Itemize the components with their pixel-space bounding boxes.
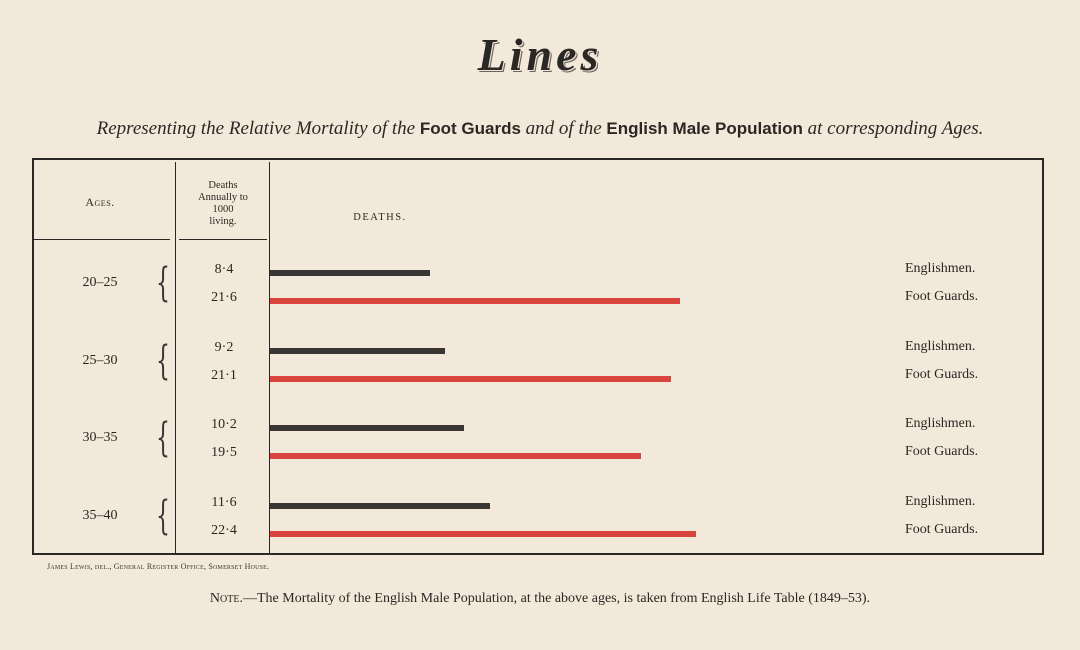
- header-rule-values: [179, 239, 267, 240]
- foot-guards-bar-3: [270, 531, 696, 537]
- englishmen-label-0: Englishmen.: [905, 261, 976, 276]
- brace-icon: {: [155, 415, 170, 461]
- foot-guards-label-2: Foot Guards.: [905, 444, 979, 459]
- englishmen-bar-0: [270, 270, 430, 276]
- header-deaths-annually: [180, 180, 266, 228]
- column-divider-ages: [175, 162, 176, 554]
- header-deaths-line-4: living.: [209, 216, 237, 227]
- englishmen-bar-2: [270, 425, 464, 431]
- header-deaths-line-1: Deaths: [208, 180, 238, 191]
- header-deaths-line-2: Annually to: [198, 192, 248, 203]
- foot-guards-bar-0: [270, 298, 680, 304]
- foot-guards-label-0: Foot Guards.: [905, 289, 979, 304]
- subtitle-foot-guards: Foot Guards: [419, 119, 521, 138]
- column-divider-deaths: [269, 162, 270, 554]
- header-rule-ages: [34, 239, 170, 240]
- englishmen-label-2: Englishmen.: [905, 416, 976, 431]
- footnote-text: —The Mortality of the English Male Population, at the above ages, is taken from English Life Table (1849–53).: [242, 591, 871, 606]
- age-label-2: 30–35: [82, 430, 118, 445]
- foot-guards-value-1: 21·1: [211, 367, 237, 383]
- credit-line: James Lewis, del., General Register Office, Somerset House.: [47, 562, 270, 571]
- englishmen-label-3: Englishmen.: [905, 493, 976, 509]
- chart-title: Lines: [477, 29, 603, 80]
- englishmen-value-3: 11·6: [211, 494, 237, 510]
- foot-guards-bar-2: [270, 453, 641, 459]
- footnote-label: Note.: [209, 591, 243, 606]
- age-label-1: 25–30: [82, 352, 118, 368]
- englishmen-bar-3: [270, 503, 490, 509]
- header-ages: Ages.: [85, 195, 115, 209]
- subtitle-english-male: English Male Population: [606, 119, 803, 138]
- header-deaths-line-3: 1000: [212, 204, 234, 215]
- foot-guards-value-2: 19·5: [211, 445, 237, 460]
- foot-guards-label-3: Foot Guards.: [905, 521, 979, 537]
- brace-icon: {: [155, 492, 170, 539]
- englishmen-label-1: Englishmen.: [905, 338, 976, 354]
- englishmen-value-0: 8·4: [214, 262, 234, 277]
- age-label-0: 20–25: [82, 275, 118, 290]
- subtitle-part-3: at corresponding Ages.: [802, 118, 984, 139]
- foot-guards-bar-1: [270, 376, 671, 382]
- englishmen-value-1: 9·2: [214, 339, 234, 355]
- englishmen-bar-1: [270, 348, 445, 354]
- foot-guards-value-0: 21·6: [211, 290, 237, 305]
- chart-subtitle: [0, 118, 1080, 140]
- header-deaths: DEATHS.: [353, 212, 407, 223]
- subtitle-part-2: and of the: [520, 118, 607, 139]
- brace-icon: {: [155, 337, 170, 384]
- foot-guards-value-3: 22·4: [211, 522, 237, 538]
- foot-guards-label-1: Foot Guards.: [905, 366, 979, 382]
- subtitle-part-1: Representing the Relative Mortality of the: [96, 118, 420, 139]
- englishmen-value-2: 10·2: [211, 417, 237, 432]
- age-label-3: 35–40: [82, 507, 118, 523]
- footnote: [0, 591, 1080, 607]
- brace-icon: {: [155, 260, 170, 306]
